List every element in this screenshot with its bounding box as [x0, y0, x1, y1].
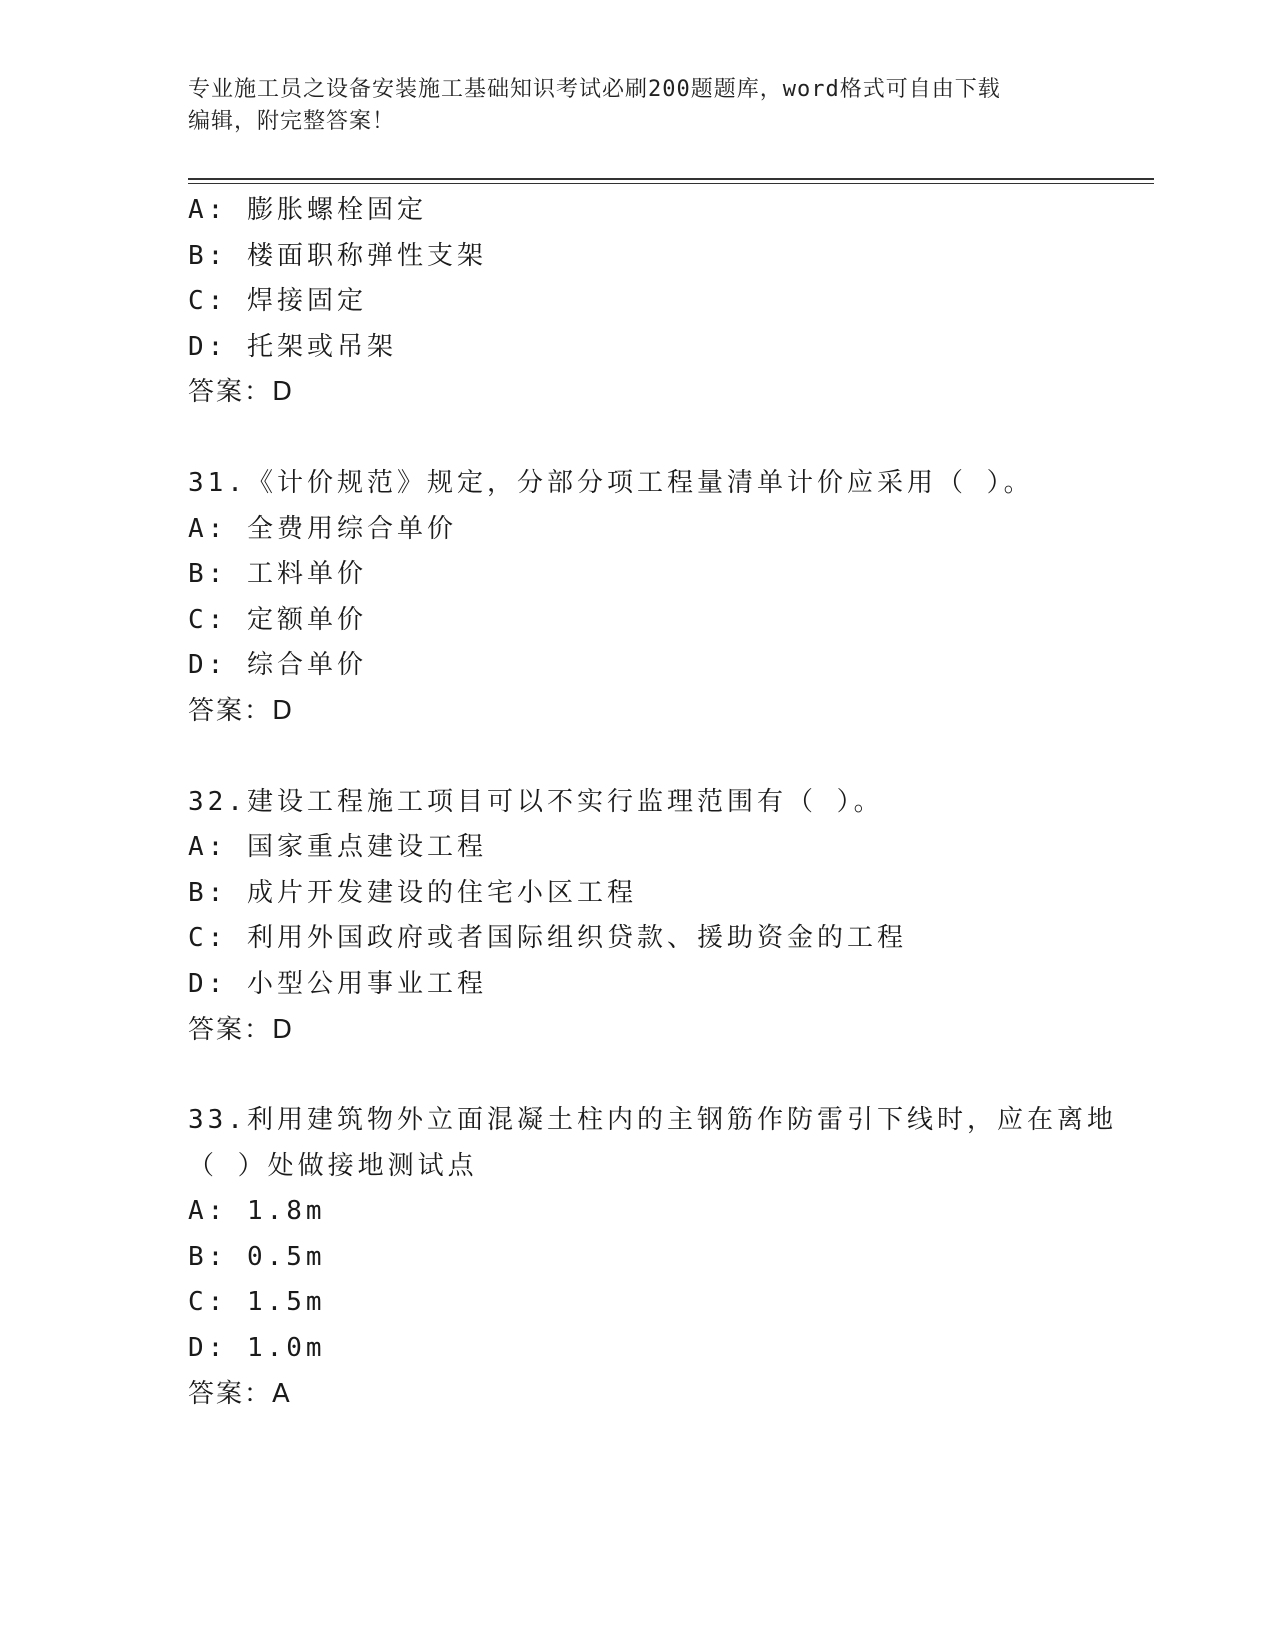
question-text: 31.《计价规范》规定，分部分项工程量清单计价应采用（ ）。 [188, 467, 1034, 498]
option-a: A: 国家重点建设工程 [188, 832, 487, 863]
question-text-line-1: 33.利用建筑物外立面混凝土柱内的主钢筋作防雷引下线时，应在离地 [188, 1105, 1117, 1136]
option-c: C: 1.5m [188, 1287, 326, 1318]
question-block-31 [188, 461, 1168, 735]
option-d: D: 综合单价 [188, 650, 367, 681]
question-list [188, 188, 1168, 1417]
spacer [188, 735, 1168, 780]
question-block-33 [188, 1098, 1168, 1417]
header-divider-thin [188, 183, 1154, 184]
option-c: C: 定额单价 [188, 604, 367, 635]
option-b: B: 成片开发建设的住宅小区工程 [188, 877, 637, 908]
spacer [188, 1053, 1168, 1098]
question-text-line-2: （ ）处做接地测试点 [188, 1150, 478, 1181]
header-divider [188, 178, 1154, 180]
option-a: A: 全费用综合单价 [188, 513, 457, 544]
answer-line: 答案：A [188, 1378, 292, 1409]
header-line-1: 专业施工员之设备安装施工基础知识考试必刷200题题库，word格式可自由下载 [188, 77, 1001, 102]
option-b: B: 工料单价 [188, 559, 367, 590]
question-text: 32.建设工程施工项目可以不实行监理范围有（ ）。 [188, 786, 884, 817]
option-b: B: 楼面职称弹性支架 [188, 240, 487, 271]
answer-line: 答案：D [188, 695, 295, 726]
document-header [188, 74, 1088, 138]
option-a: A: 1.8m [188, 1196, 326, 1227]
option-c: C: 利用外国政府或者国际组织贷款、援助资金的工程 [188, 923, 907, 954]
header-line-2: 编辑，附完整答案！ [188, 109, 396, 134]
question-block-32 [188, 780, 1168, 1054]
option-d: D: 1.0m [188, 1333, 326, 1364]
option-b: B: 0.5m [188, 1241, 326, 1272]
option-d: D: 小型公用事业工程 [188, 968, 487, 999]
answer-line: 答案：D [188, 377, 295, 408]
option-a: A: 膨胀螺栓固定 [188, 195, 427, 225]
option-d: D: 托架或吊架 [188, 331, 397, 362]
spacer [188, 416, 1168, 461]
question-block-continued [188, 188, 1168, 416]
option-c: C: 焊接固定 [188, 286, 367, 317]
answer-line: 答案：D [188, 1014, 295, 1045]
